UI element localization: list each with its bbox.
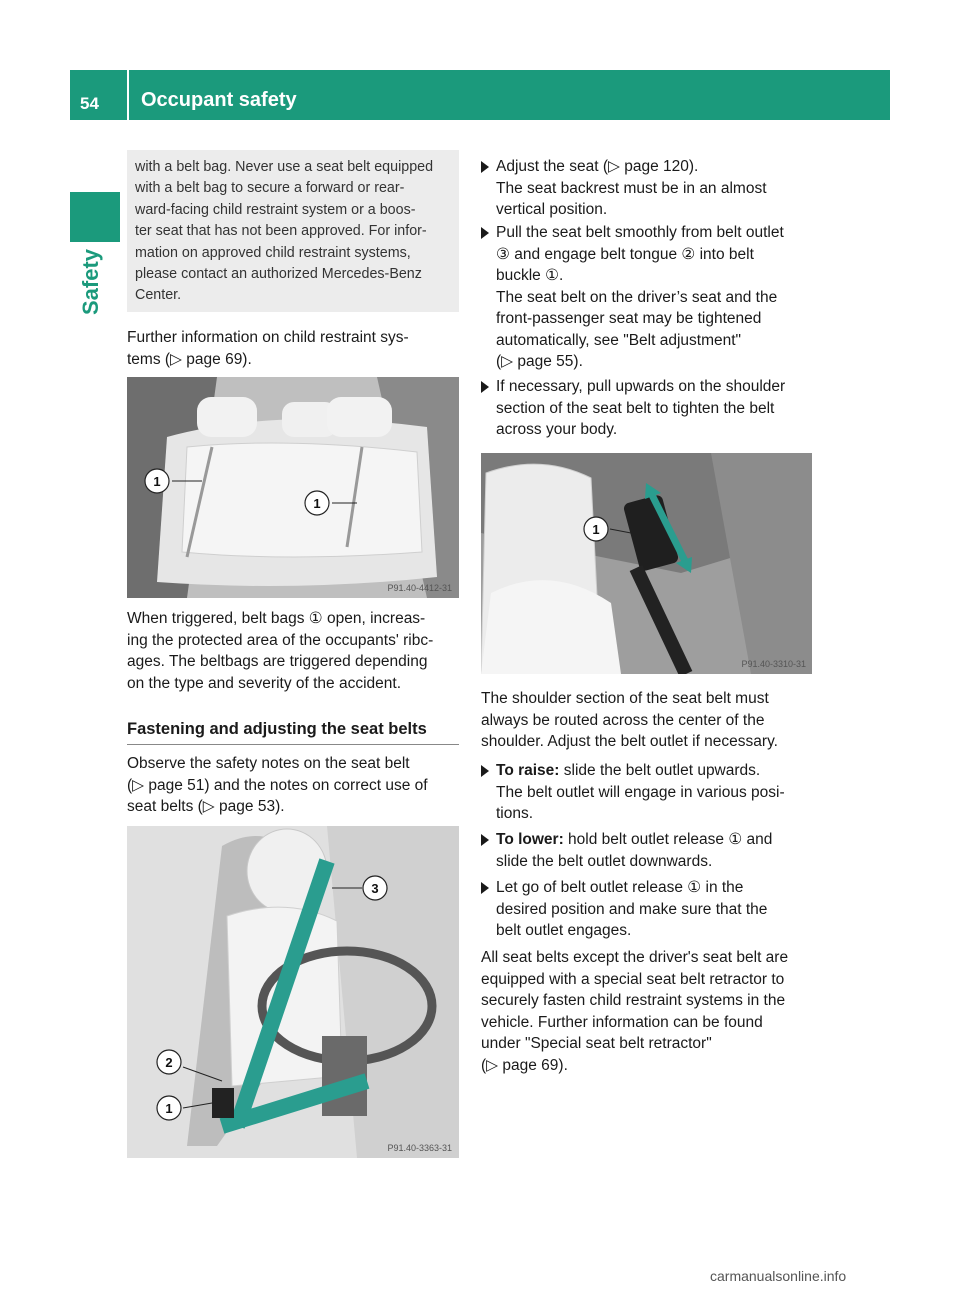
bullet-arrow-icon [481,834,489,846]
page-ref-link[interactable]: (▷ page 55). [496,353,583,370]
raise-text: slide the belt outlet upwards. [559,762,761,779]
text-line: under "Special seat belt retractor" [481,1035,712,1052]
text-line: shoulder. Adjust the belt outlet if necessary. [481,733,778,750]
all-belts-paragraph [481,947,788,1076]
warning-line: please contact an authorized Mercedes-Benz [135,266,422,283]
text-line [496,760,816,782]
section-heading: Fastening and adjusting the seat belts [127,720,427,738]
text-line: automatically, see "Belt adjustment" [496,331,742,349]
text-line: section of the seat belt to tighten the belt [496,399,775,417]
sidebar-label: Safety [78,248,103,315]
watermark: carmanualsonline.info [710,1268,847,1284]
text-line: When triggered, belt bags ① open, increas- [127,610,426,627]
text-line [496,829,816,851]
rear-seat-figure [127,377,459,598]
text-line: Pull the seat belt smoothly from belt outlet [496,224,784,241]
text-line: The seat belt on the driver’s seat and the [496,288,778,306]
lower-text: hold belt outlet release ① and [563,831,773,848]
text-line: across your body. [496,421,618,438]
warning-line: with a belt bag. Never use a seat belt equipped [135,159,434,175]
text-line: buckle ①. [496,267,564,284]
sidebar-block [70,192,120,242]
text-line: seat belts (▷ page 53). [127,798,285,815]
callout-3: 3 [371,881,379,896]
further-info-paragraph [127,327,409,370]
text-line: Observe the safety notes on the seat belt [127,755,410,772]
warning-line: Center. [135,287,182,304]
warning-line: mation on approved child restraint systems, [135,244,411,261]
text-line: tions. [496,805,534,822]
lower-label: To lower: [496,831,564,848]
bullet-arrow-icon [481,882,489,894]
text-line: Let go of belt outlet release ① in the [496,879,744,896]
text-line: always be routed across the center of the [481,711,765,729]
driver-seatbelt-figure [127,826,459,1158]
text-line: vehicle. Further information can be found [481,1013,763,1031]
figure-code: P91.40-3363-31 [387,1143,452,1153]
text-line: Further information on child restraint sys- [127,329,409,346]
text-line: securely fasten child restraint systems in the [481,992,786,1009]
text-line: The seat backrest must be in an almost [496,179,767,197]
figure-code: P91.40-3310-31 [741,659,806,669]
bullet-arrow-icon [481,227,489,239]
text-line: If necessary, pull upwards on the shoulder [496,378,786,395]
text-line: belt outlet engages. [496,922,632,939]
page-ref-link[interactable]: tems (▷ page 69). [127,350,252,368]
triggered-paragraph [127,608,433,694]
section-title: Occupant safety [141,89,297,111]
page-number: 54 [80,94,99,113]
text-line: front-passenger seat may be tightened [496,310,762,327]
belt-outlet-figure [481,453,812,674]
warning-box [127,150,459,312]
text-line: ③ and engage belt tongue ② into belt [496,245,754,263]
raise-label: To raise: [496,762,560,779]
text-line: Adjust the seat (▷ page 120). [496,158,699,175]
text-line: The belt outlet will engage in various posi- [496,783,785,801]
callout-1-right: 1 [313,496,321,511]
text-line: The shoulder section of the seat belt must [481,690,769,707]
callout-2: 2 [165,1055,173,1070]
text-line: slide the belt outlet downwards. [496,852,713,870]
heading-rule [127,744,459,745]
text-line: (▷ page 51) and the notes on correct use of [127,776,428,794]
callout-1: 1 [165,1101,173,1116]
text-line: ages. The beltbags are triggered depending [127,653,428,670]
text-line: on the type and severity of the accident. [127,674,402,692]
header-divider [127,70,129,120]
callout-1-left: 1 [153,474,161,489]
warning-line: ter seat that has not been approved. For infor- [135,223,427,240]
warning-line: with a belt bag to secure a forward or rear- [135,180,405,197]
text-line: All seat belts except the driver's seat belt are [481,949,789,966]
page-ref-link[interactable]: (▷ page 69). [481,1056,568,1074]
warning-line: ward-facing child restraint system or a boos- [135,201,416,218]
text-line: equipped with a special seat belt retractor to [481,970,785,988]
bullet-arrow-icon [481,381,489,393]
text-line: ing the protected area of the occupants' ribc- [127,631,434,649]
bullet-arrow-icon [481,765,489,777]
callout-1: 1 [592,522,600,537]
text-line: desired position and make sure that the [496,900,768,918]
figure-code: P91.40-4412-31 [387,583,452,593]
shoulder-paragraph [481,688,778,753]
bullet-arrow-icon [481,161,489,173]
observe-paragraph [127,753,428,818]
text-line: vertical position. [496,201,608,218]
